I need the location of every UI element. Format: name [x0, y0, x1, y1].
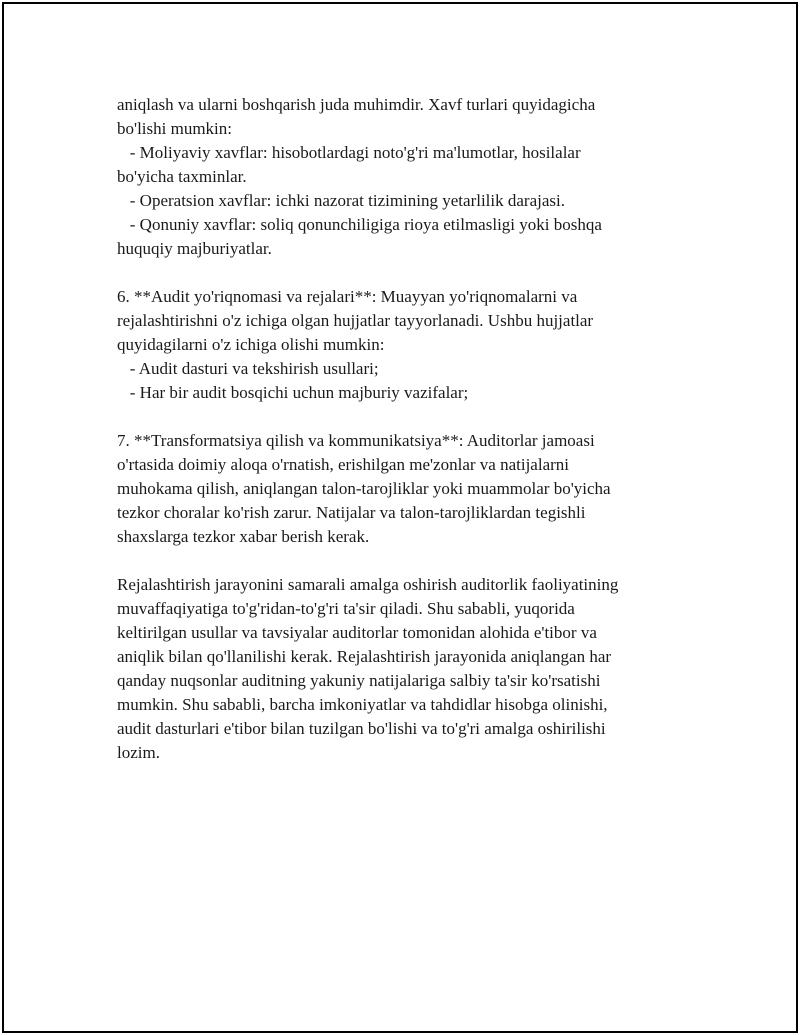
- text-line: shaxslarga tezkor xabar berish kerak.: [117, 527, 370, 546]
- list-item-financial-risk: - Moliyaviy xavflar: hisobotlardagi noto'g'ri ma'lumotlar, hosilalar: [117, 143, 581, 162]
- text-line: mumkin. Shu sababli, barcha imkoniyatlar va tahdidlar hisobga olinishi,: [117, 695, 608, 714]
- section-heading-line: 7. **Transformatsiya qilish va kommunikatsiya**: Auditorlar jamoasi: [117, 431, 595, 450]
- text-line: muvaffaqiyatiga to'g'ridan-to'g'ri ta'sir qiladi. Shu sababli, yuqorida: [117, 599, 575, 618]
- text-line: lozim.: [117, 743, 160, 762]
- text-line: muhokama qilish, aniqlangan talon-tarojliklar yoki muammolar bo'yicha: [117, 479, 611, 498]
- text-line: bo'yicha taxminlar.: [117, 167, 247, 186]
- paragraph-communication: [117, 429, 677, 549]
- paragraph-spacer: [117, 405, 677, 429]
- text-line: audit dasturlari e'tibor bilan tuzilgan bo'lishi va to'g'ri amalga oshirilishi: [117, 719, 606, 738]
- paragraph-spacer: [117, 261, 677, 285]
- text-line: quyidagilarni o'z ichiga olishi mumkin:: [117, 335, 385, 354]
- paragraph-audit-guidelines: [117, 285, 677, 405]
- list-item-legal-risk: - Qonuniy xavflar: soliq qonunchiligiga rioya etilmasligi yoki boshqa: [117, 215, 602, 234]
- list-item-operational-risk: - Operatsion xavflar: ichki nazorat tizimining yetarlilik darajasi.: [117, 191, 565, 210]
- text-line: aniqlik bilan qo'llanilishi kerak. Rejalashtirish jarayonida aniqlangan har: [117, 647, 612, 666]
- text-line: huquqiy majburiyatlar.: [117, 239, 272, 258]
- text-line: keltirilgan usullar va tavsiyalar auditorlar tomonidan alohida e'tibor va: [117, 623, 597, 642]
- paragraph-risk-types: [117, 93, 677, 261]
- list-item-mandatory-tasks: - Har bir audit bosqichi uchun majburiy vazifalar;: [117, 383, 469, 402]
- text-line: rejalashtirishni o'z ichiga olgan hujjatlar tayyorlanadi. Ushbu hujjatlar: [117, 311, 594, 330]
- text-line: o'rtasida doimiy aloqa o'rnatish, erishilgan me'zonlar va natijalarni: [117, 455, 569, 474]
- section-heading-line: 6. **Audit yo'riqnomasi va rejalari**: Muayyan yo'riqnomalarni va: [117, 287, 578, 306]
- paragraph-conclusion: [117, 573, 677, 765]
- document-body: [117, 93, 677, 765]
- list-item-audit-program: - Audit dasturi va tekshirish usullari;: [117, 359, 379, 378]
- paragraph-spacer: [117, 549, 677, 573]
- text-line: Rejalashtirish jarayonini samarali amalga oshirish auditorlik faoliyatining: [117, 575, 619, 594]
- text-line: tezkor choralar ko'rish zarur. Natijalar va talon-tarojliklardan tegishli: [117, 503, 586, 522]
- text-line: bo'lishi mumkin:: [117, 119, 232, 138]
- text-line: aniqlash va ularni boshqarish juda muhimdir. Xavf turlari quyidagicha: [117, 95, 596, 114]
- text-line: qanday nuqsonlar auditning yakuniy natijalariga salbiy ta'sir ko'rsatishi: [117, 671, 601, 690]
